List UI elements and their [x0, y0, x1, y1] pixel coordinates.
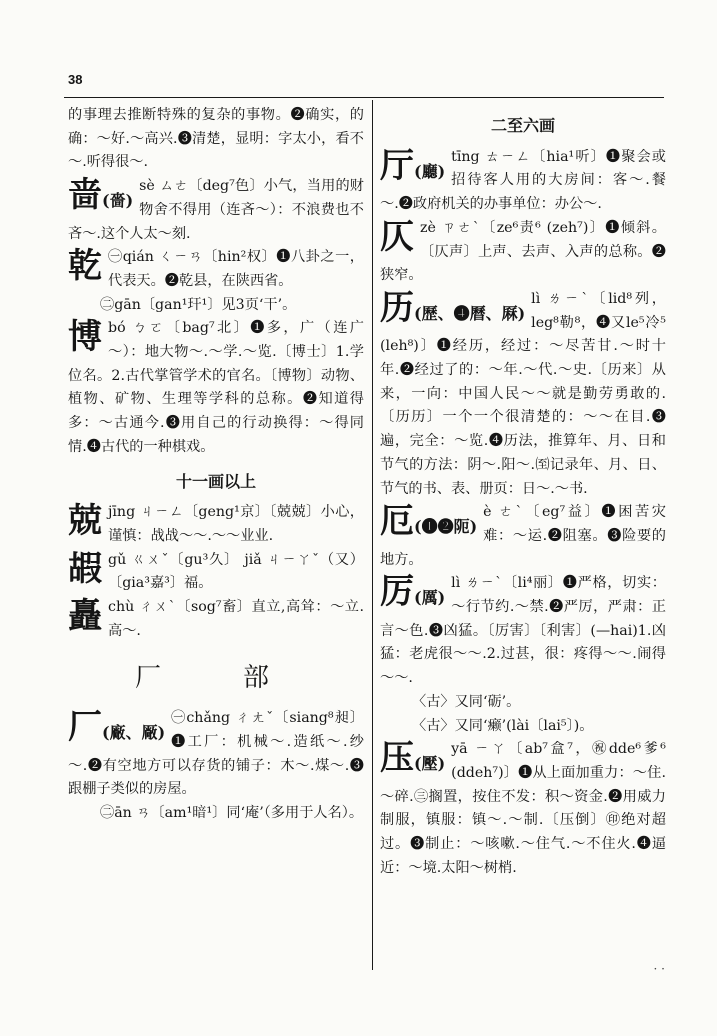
page-number: 38	[68, 72, 83, 87]
entry-continuation: 的事理去推断特殊的复杂的事物。❷确实，的确：～好.～高兴.❸清楚，显明：字太小，看不～.听得很～.	[68, 107, 364, 171]
header-rule	[64, 97, 664, 98]
definition: chù ㄔㄨˋ〔sog⁷畜〕直立,高耸：～立.高～.	[108, 599, 364, 639]
definition: tīng ㄊㄧㄥ〔hia¹听〕❶聚会或招待客人用的大房间：客～.餐～.❷政府机关的办事单位：办公～.	[380, 148, 666, 213]
headword: 乾	[68, 246, 102, 287]
entry-li	[380, 288, 666, 501]
left-column	[68, 104, 364, 826]
column-divider	[372, 100, 373, 970]
entry-ya	[380, 738, 666, 880]
headword: 压(壓)	[380, 738, 446, 779]
headword: 历(歷、❹曆、厤)	[380, 287, 526, 328]
definition: bó ㄅㄛ〔bag⁷北〕❶多，广（连广～）：地大物～.～学.～览.〔博士〕1.学位名。2.古代掌管学术的官名。〔博物〕动物、植物、矿物、生理等学科的总称。❷知道得多：～古通今.❸用自己的行动换得：～得同情.❹古代的一种棋戏。	[68, 320, 364, 455]
definition: lì ㄌㄧˋ〔lid⁸列，leg⁸勒⁸，❹又le⁵冷⁵ (leh⁸)〕❶经历，经过：～尽苦甘.～时十年.❷经过了的：～年.～代.～史.〔历来〕从来，一向：中国人民～～就是勤劳勇敢的.〔历历〕一个一个很清楚的：～～在目.❸遍，完全：～览.❹历法，推算年、月、日和节气的方法：阴～.阳～.㉃记录年、月、日、节气的书、表、册页：日～.～书.	[380, 290, 666, 497]
definition: ㊀chǎng ㄔㄤˇ〔siang⁸昶〕❶工厂：机械～.造纸～.纱～.❷有空地方可以存货的铺子：木～.煤～.❸跟棚子类似的房屋。	[68, 710, 364, 798]
definition: zè ㄗㄜˋ〔ze⁶责⁶ (zeh⁷)〕❶倾斜。〔仄声〕上声、去声、入声的总称。❷狭窄。	[380, 219, 666, 284]
definition: jīng ㄐㄧㄥ〔geng¹京〕〔兢兢〕小心，谨慎：战战～～.～～业业.	[108, 504, 364, 544]
corner-mark: · ·	[653, 962, 665, 976]
entry-ting	[380, 146, 666, 217]
entry-chang	[68, 707, 364, 802]
entry-qian	[68, 246, 364, 293]
headword: 矗	[68, 596, 102, 637]
headword: 博	[68, 317, 102, 358]
headword: 兢	[68, 501, 102, 542]
headword: 厄(❶❷阨)	[380, 501, 478, 542]
entry-se	[68, 175, 364, 246]
radical-heading: 厂 部	[134, 663, 297, 694]
entry-chu	[68, 596, 364, 643]
headword: 厅(廳)	[380, 145, 446, 186]
definition: gǔ ㄍㄨˇ〔gu³久〕 jiǎ ㄐㄧㄚˇ（又）〔gia³嘉³〕福。	[108, 551, 364, 592]
definition: yā ㄧㄚ〔ab⁷盒⁷，㊗dde⁶爹⁶ (ddeh⁷)〕❶从上面加重力：～住.～碎.㊂搁置，按住不发：积～资金.❷用威力制服，镇服：镇～.～制.〔压倒〕㊞绝对超过。❸制止：～咳嗽.～住气.～不住火.❹逼近：～境.太阳～树梢.	[380, 741, 666, 876]
entry-e	[380, 501, 666, 572]
entry-bo	[68, 317, 364, 459]
entry-ze	[380, 217, 666, 288]
headword: 厂(廠、厰)	[68, 707, 166, 748]
entry-jing	[68, 501, 364, 548]
definition: ㊀qián ㄑㄧㄢ〔hin²权〕❶八卦之一，代表天。❷乾县，在陕西省。	[108, 249, 364, 289]
headword: 嘏	[68, 548, 102, 589]
entry-gu	[68, 549, 364, 596]
right-column	[380, 104, 666, 881]
headword: 仄	[380, 216, 414, 257]
definition: lì ㄌㄧˋ〔li⁴丽〕❶严格，切实：～行节约.～禁.❷严厉，严肃：正言～色.❸凶猛。〔厉害〕〔利害〕(—hai)1.凶猛：老虎很～～.2.过甚，很：疼得～～.闹得～～.	[380, 575, 666, 687]
section-heading-11: 十一画以上	[175, 471, 256, 491]
headword: 啬(嗇)	[68, 175, 134, 216]
entry-an: ㊁ān ㄢ〔am¹暗¹〕同‘庵’（多用于人名）。	[100, 804, 364, 821]
headword: 厉(厲)	[380, 572, 446, 613]
entry-li2-note-a: 〈古〉又同‘砺’。	[412, 693, 521, 710]
definition: è ㄜˋ〔eg⁷益〕❶困苦灾难：～运.❷阻塞。❸险要的地方。	[380, 504, 666, 568]
section-heading-2-6: 二至六画	[490, 116, 555, 135]
entry-gan: ㊁gān〔gan¹玕¹〕见3页‘干’。	[100, 296, 297, 313]
definition: sè ㄙㄜ〔deg⁷色〕小气，当用的财物舍不得用（连吝～）：不浪费也不吝～.这个人太～刻.	[68, 178, 364, 242]
entry-li2-note-b: 〈古〉又同‘癞’(lài〔lai⁵〕)。	[412, 717, 594, 734]
entry-li2	[380, 572, 666, 691]
